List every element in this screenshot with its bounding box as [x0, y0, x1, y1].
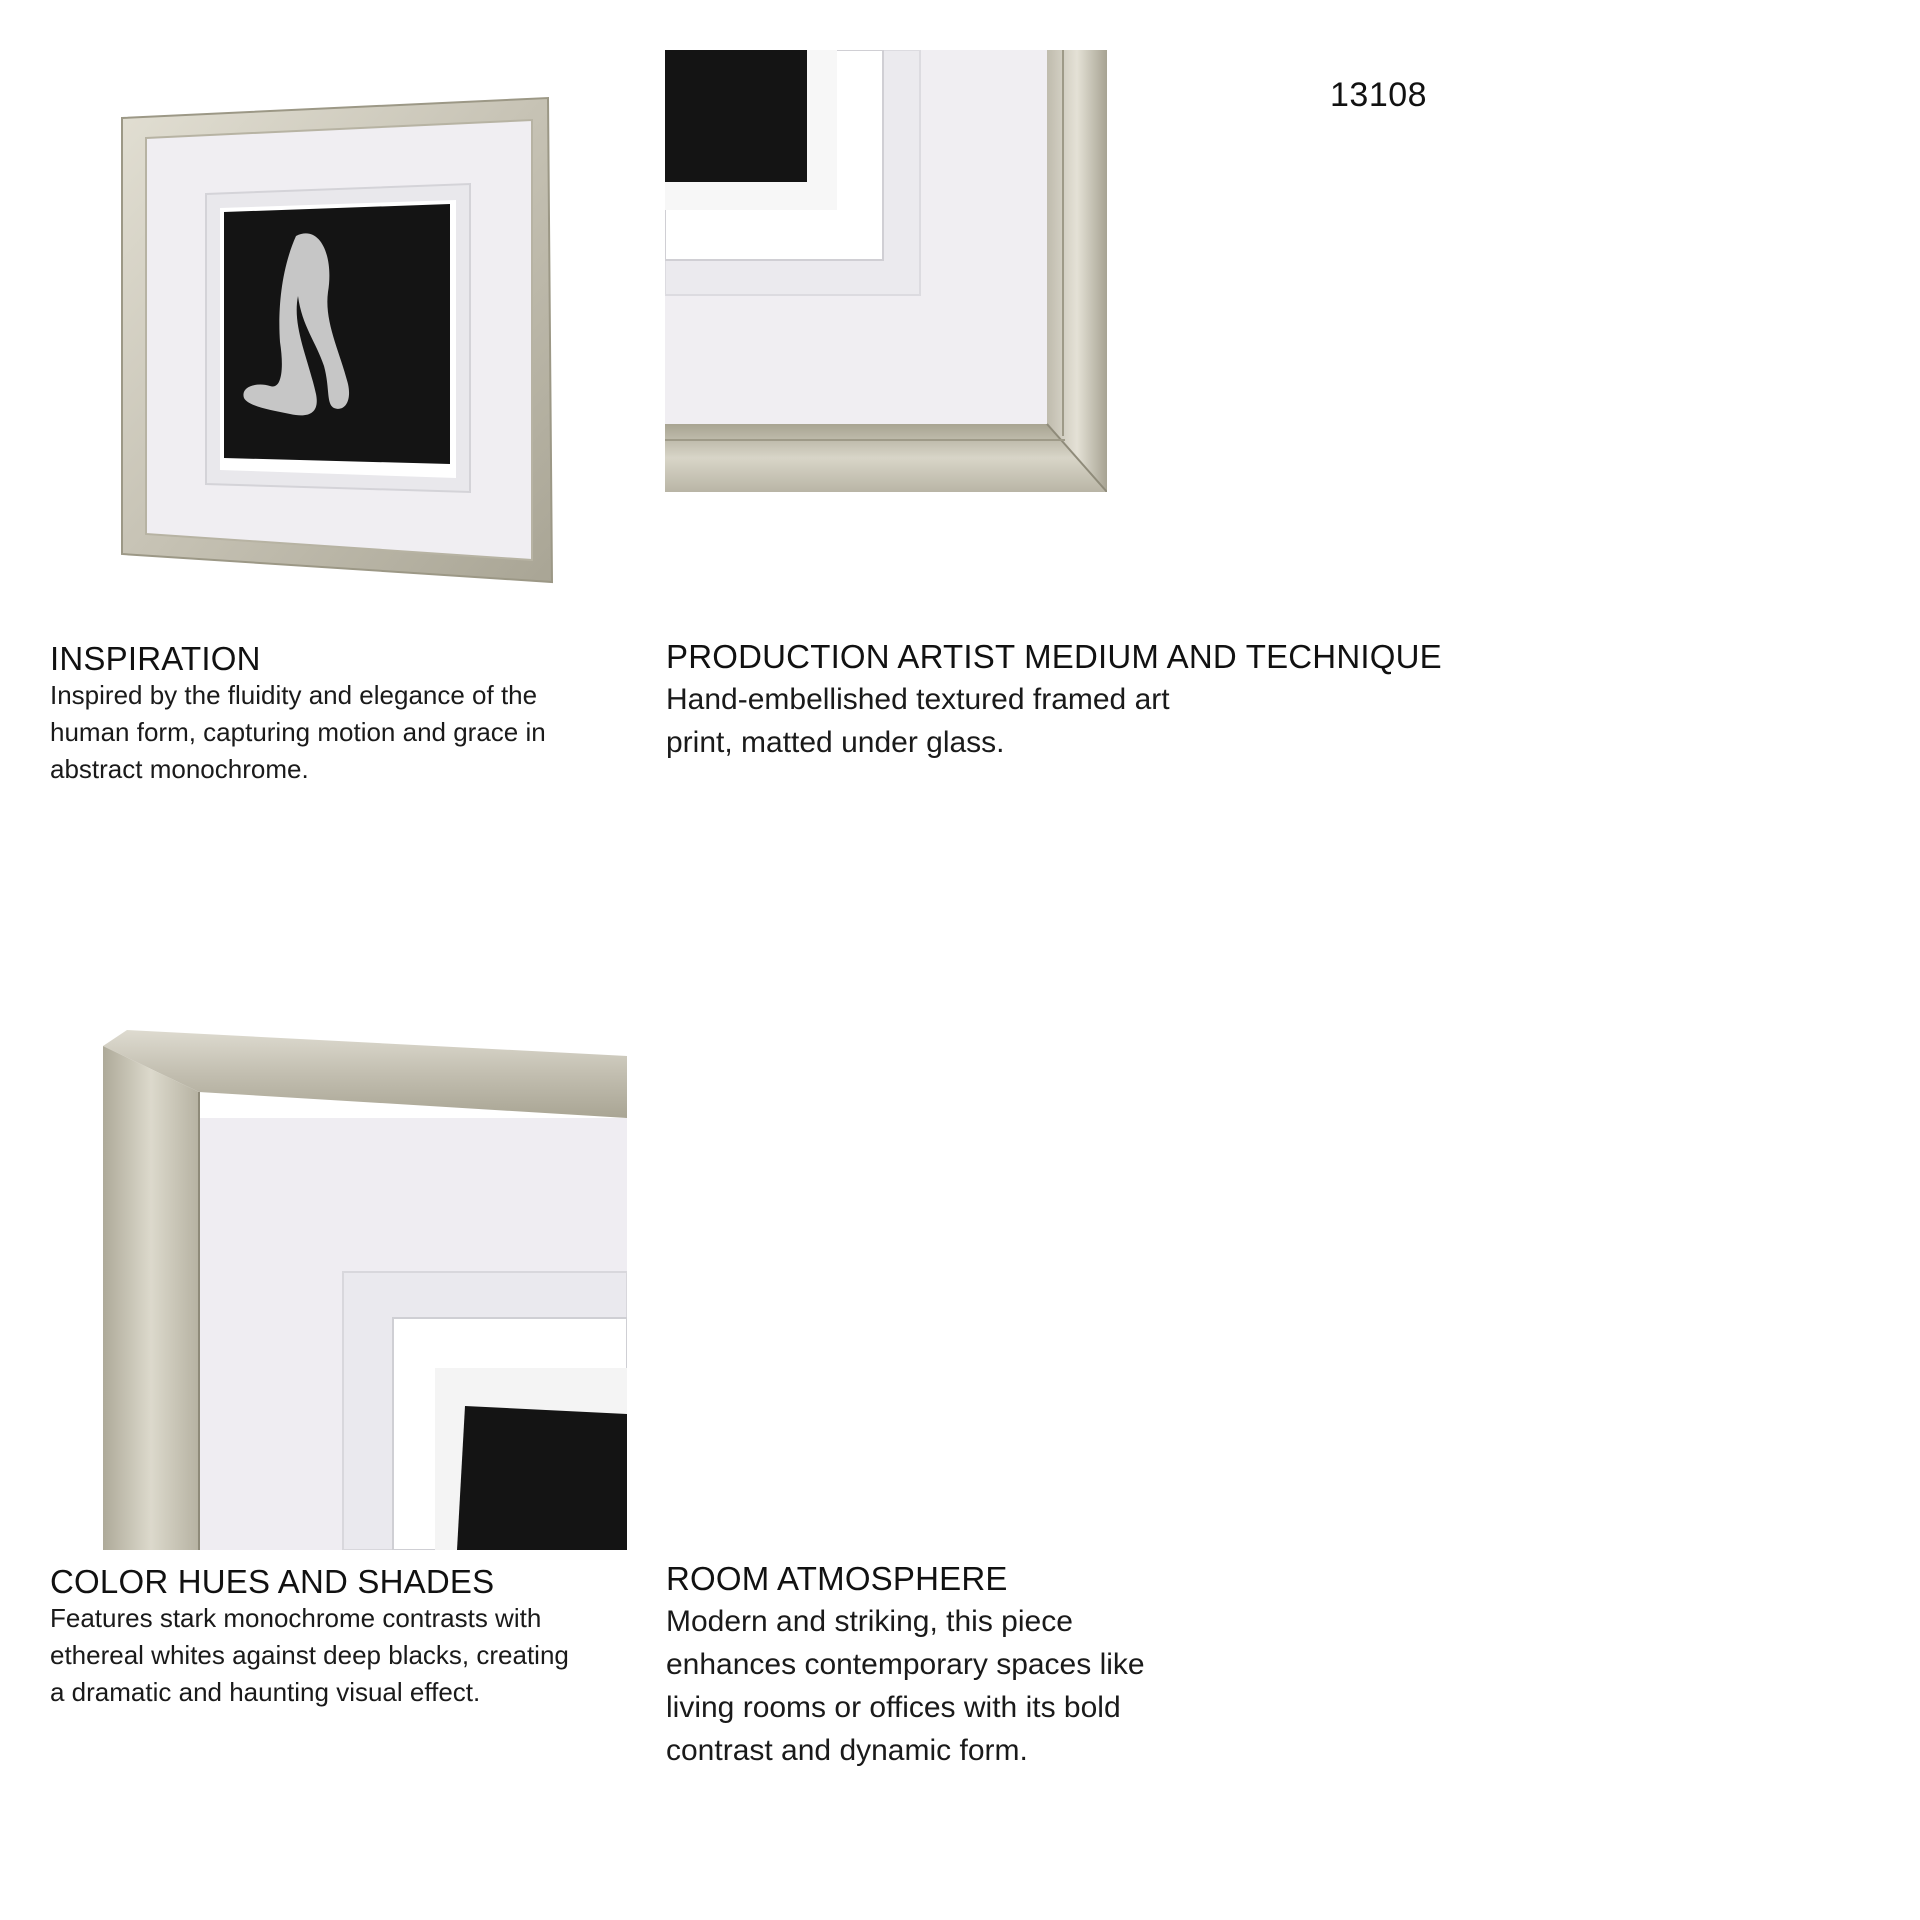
inspiration-line: abstract monochrome. — [50, 754, 309, 784]
room-text — [666, 1600, 1145, 1772]
room-line: enhances contemporary spaces like — [666, 1648, 1145, 1681]
room-line: living rooms or offices with its bold — [666, 1691, 1121, 1724]
color-line: a dramatic and haunting visual effect. — [50, 1677, 481, 1707]
production-text — [666, 678, 1170, 764]
production-line: Hand-embellished textured framed art — [666, 683, 1170, 716]
inspiration-text — [50, 677, 546, 788]
color-text — [50, 1600, 569, 1711]
color-line: ethereal whites against deep blacks, creating — [50, 1640, 569, 1670]
production-line: print, matted under glass. — [666, 726, 1005, 759]
room-line: contrast and dynamic form. — [666, 1734, 1028, 1767]
room-line: Modern and striking, this piece — [666, 1605, 1073, 1638]
inspiration-line: Inspired by the fluidity and elegance of the — [50, 680, 538, 710]
frame-corner-closeup-image — [665, 50, 1107, 492]
inspiration-line: human form, capturing motion and grace in — [50, 717, 546, 747]
room-heading: ROOM ATMOSPHERE — [666, 1560, 1008, 1597]
framed-artwork-image — [120, 96, 560, 586]
product-id: 13108 — [1330, 76, 1428, 114]
color-line: Features stark monochrome contrasts with — [50, 1603, 542, 1633]
frame-corner-topleft-image — [103, 1028, 627, 1550]
inspiration-heading: INSPIRATION — [50, 640, 261, 677]
color-heading: COLOR HUES AND SHADES — [50, 1563, 495, 1600]
production-heading: PRODUCTION ARTIST MEDIUM AND TECHNIQUE — [666, 638, 1442, 675]
